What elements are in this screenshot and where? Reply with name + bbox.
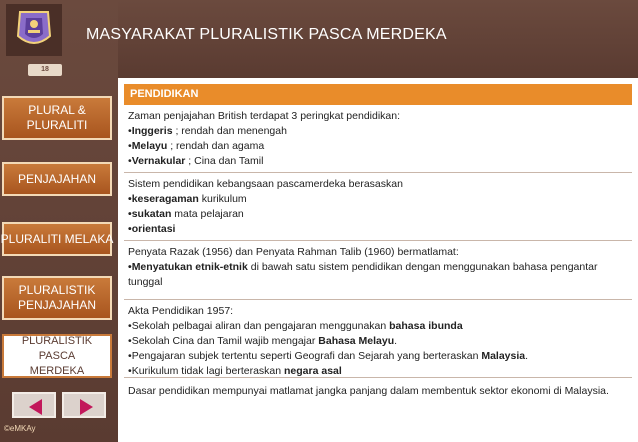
sidebar-item-label: PENJAJAHAN — [17, 171, 97, 186]
content-block-1 — [124, 105, 632, 173]
sidebar-item-pluralistik-penjajahan[interactable] — [2, 276, 112, 320]
sidebar-item-label: PLURALISTIK PENJAJAHAN — [17, 283, 97, 312]
sidebar-item-penjajahan[interactable] — [2, 162, 112, 196]
page-number: 18 — [28, 64, 62, 76]
content-block-5 — [124, 378, 632, 422]
next-button[interactable] — [62, 392, 106, 418]
bullet-line: •Kurikulum tidak lagi berteraskan negara asal — [128, 365, 342, 377]
sidebar-item-label: PLURALITI MELAKA — [0, 231, 114, 246]
left-arrow-icon — [26, 398, 46, 416]
bullet-line: •Menyatukan etnik-etnik di bawah satu sistem pendidikan dengan menggunakan bahasa pengantar tunggal — [128, 261, 598, 288]
bullet-line: •Melayu ; rendah dan agama — [128, 140, 265, 152]
block-line: Zaman penjajahan British terdapat 3 peringkat pendidikan: — [128, 110, 401, 122]
content-block-2 — [124, 173, 632, 241]
sidebar-item-pluralistik-pasca-merdeka[interactable] — [2, 334, 112, 378]
block-line: Dasar pendidikan mempunyai matlamat jangka panjang dalam membentuk sektor ekonomi di Malaysia. — [128, 385, 609, 397]
bullet-line: •Sekolah Cina dan Tamil wajib mengajar Bahasa Melayu. — [128, 335, 398, 347]
block-line: Penyata Razak (1956) dan Penyata Rahman Talib (1960) bermatlamat: — [128, 246, 459, 258]
bullet-line: •keseragaman kurikulum — [128, 193, 247, 205]
prev-button[interactable] — [12, 392, 56, 418]
bullet-line: •Vernakular ; Cina dan Tamil — [128, 155, 264, 167]
right-arrow-icon — [76, 398, 96, 416]
content-panel — [124, 84, 632, 422]
bullet-line: •Sekolah pelbagai aliran dan pengajaran menggunakan bahasa ibunda — [128, 320, 463, 332]
sidebar-item-pluraliti-melaka[interactable] — [2, 222, 112, 256]
section-title: PENDIDIKAN — [124, 84, 632, 105]
bullet-line: •Pengajaran subjek tertentu seperti Geografi dan Sejarah yang berteraskan Malaysia. — [128, 350, 529, 362]
content-block-3 — [124, 241, 632, 300]
sidebar-item-label: PLURAL & PLURALITI — [26, 103, 88, 132]
crest-logo — [6, 4, 62, 56]
bullet-line: •sukatan mata pelajaran — [128, 208, 244, 220]
copyright-text: ©eMKAy — [4, 424, 36, 433]
block-line: Sistem pendidikan kebangsaan pascamerdeka berasaskan — [128, 178, 403, 190]
sidebar-item-plural-pluraliti[interactable] — [2, 96, 112, 140]
content-block-4 — [124, 300, 632, 378]
bullet-line: •Inggeris ; rendah dan menengah — [128, 125, 287, 137]
page-title: MASYARAKAT PLURALISTIK PASCA MERDEKA — [86, 26, 447, 43]
sidebar-item-label: PLURALISTIK PASCA MERDEKA — [21, 334, 93, 377]
block-line: Akta Pendidikan 1957: — [128, 305, 234, 317]
bullet-line: •orientasi — [128, 223, 176, 235]
